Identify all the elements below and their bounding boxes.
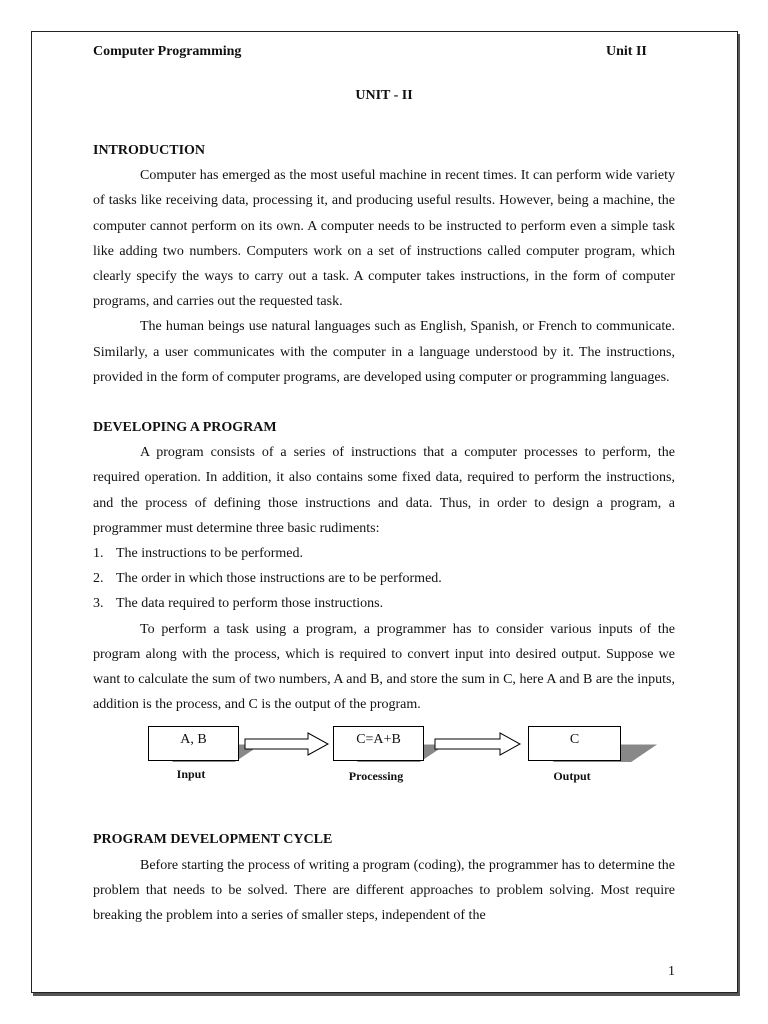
developing-paragraph-1: A program consists of a series of instructions that a computer processes to perform, the required operation. In addition, it also contains some fixed data, required to perform the instructions, and the process of defining those instructions and data. Thus, in order to design a program, a programmer must determine three basic rudiments: (93, 445, 675, 536)
heading-developing-program: DEVELOPING A PROGRAM (93, 420, 277, 436)
processing-box: C=A+B (333, 726, 424, 761)
rudiments-list (93, 541, 675, 617)
cycle-paragraph-1: Before starting the process of writing a program (coding), the programmer has to determine the problem that needs to be solved. There are different approaches to problem solving. Most require breaking the problem into a series of smaller steps, independent of the (93, 857, 675, 924)
input-process-output-diagram (93, 717, 675, 827)
input-box: A, B (148, 726, 239, 761)
list-item: 2. The order in which those instructions are to be performed. (93, 571, 442, 587)
page-number: 1 (668, 964, 675, 979)
processing-caption: Processing (348, 769, 404, 784)
page-content (93, 138, 675, 928)
list-item: 3. The data required to perform those instructions. (93, 596, 384, 612)
output-caption: Output (553, 769, 591, 784)
output-box: C (528, 726, 621, 761)
heading-program-development-cycle: PROGRAM DEVELOPMENT CYCLE (93, 832, 333, 848)
header-unit-label: Unit II (606, 44, 647, 59)
input-caption: Input (176, 767, 206, 782)
list-item: 1. The instructions to be performed. (93, 546, 304, 562)
intro-paragraph-2: The human beings use natural languages such as English, Spanish, or French to communicate. Similarly, a user communicates with the computer in a language understood by it. The instructions, provided in the form of computer programs, are developed using computer or programming languages. (93, 319, 675, 385)
developing-paragraph-2: To perform a task using a program, a programmer has to consider various inputs of the program along with the process, which is required to convert input into desired output. Suppose we want to calculate the sum of two numbers, A and B, and store the sum in C, here A and B are the inputs, addition is the process, and C is the output of the program. (93, 621, 675, 713)
heading-introduction: INTRODUCTION (93, 143, 206, 158)
header-course-title: Computer Programming (93, 44, 242, 59)
unit-title: UNIT - II (355, 88, 413, 103)
right-arrow-icon (434, 732, 522, 756)
intro-paragraph-1: Computer has emerged as the most useful machine in recent times. It can perform wide variety of tasks like receiving data, processing it, and producing useful results. However, being a machine, the computer cannot perform on its own. A computer needs to be instructed to perform even a simple task like adding two numbers. Computers work on a set of instructions called computer program, which clearly specify the ways to carry out a task. A computer takes instructions, in the form of computer programs, and carries out the requested task. (93, 168, 675, 310)
right-arrow-icon (244, 732, 330, 756)
